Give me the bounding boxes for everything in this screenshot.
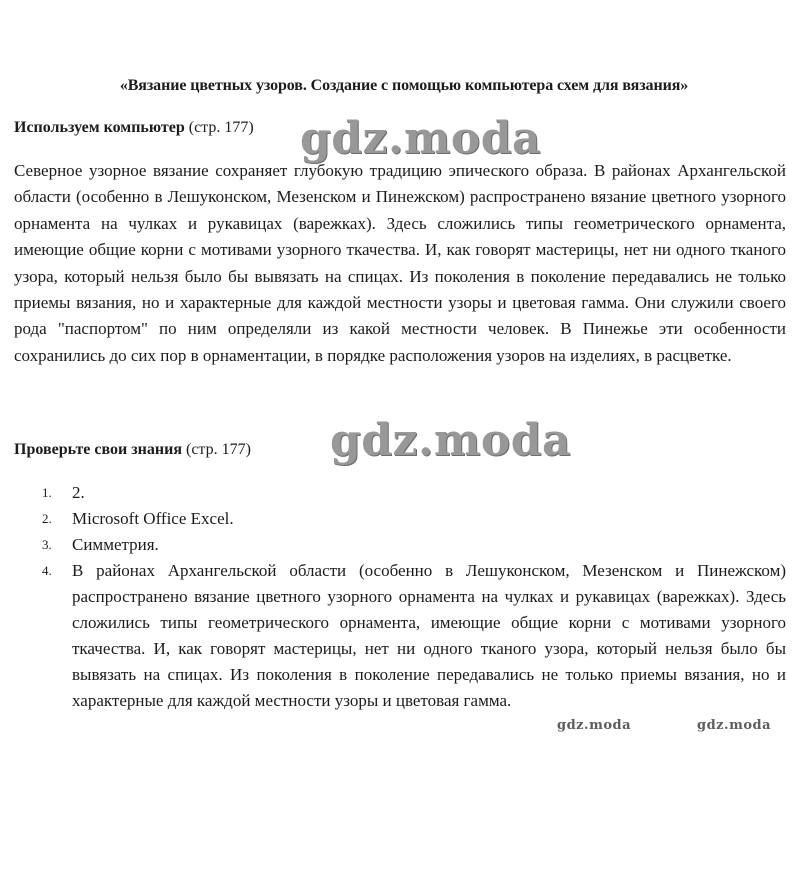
section-page-ref: (стр. 177): [188, 119, 254, 136]
document-title: «Вязание цветных узоров. Создание с помощью компьютера схем для вязания»: [119, 77, 689, 94]
list-item-text: Microsoft Office Excel.: [72, 509, 234, 528]
section-heading-label: Используем компьютер: [14, 119, 185, 136]
list-item-text: В районах Архангельской области (особенно в Лешуконском, Мезенском и Пинежском) распространено вязание цветного узорного орнамента на чулках и рукавицах (варежках). Здесь сложились типы геометрического орнамента, имеющие общие корни с мотивами узорного ткачества. И, как говорят мастерицы, нет ни одного тканого узора, который нельзя было бы вывязать на спицах. Из поколения в поколение передавались не только приемы вязания, но и характерные для каждой местности узоры и цветовая гамма.: [72, 561, 786, 710]
list-item: [14, 558, 786, 714]
list-item-text: 2.: [72, 483, 85, 502]
watermark-logo-small: gdz.moda: [697, 718, 772, 733]
section-page-ref: (стр. 177): [186, 441, 251, 458]
section-paragraph: Северное узорное вязание сохраняет глубокую традицию эпического образа. В районах Архангельской области (особенно в Лешуконском, Мезенском и Пинежском) распространено вязание цветного узорного орнамента на чулках и рукавицах (варежках). Здесь сложились типы геометрического орнамента, имеющие общие корни с мотивами узорного ткачества. И, как говорят мастерицы, нет ни одного тканого узора, который нельзя было бы вывязать на спицах. Из поколения в поколение передавались не только приемы вязания, но и характерные для каждой местности узоры и цветовая гамма. Они служили своего рода "паспортом" по ним определяли из какой местности человек. В Пинежье эти особенности сохранились до сих пор в орнаментации, в порядке расположения узоров на изделиях, в расцветке.: [14, 161, 786, 365]
list-item-number: 3.: [42, 537, 52, 552]
list-item: [14, 506, 786, 532]
watermark-logo: gdz.moda: [330, 415, 572, 466]
list-item: [14, 480, 786, 506]
list-item: [14, 532, 786, 558]
list-item-number: 1.: [42, 485, 52, 500]
watermark-logo-small: gdz.moda: [557, 718, 632, 733]
list-item-number: 2.: [42, 511, 52, 526]
list-item-text: Симметрия.: [72, 535, 159, 554]
section-heading-check-knowledge: [14, 440, 251, 460]
section-heading-use-computer: [14, 118, 254, 138]
list-item-number: 4.: [42, 563, 52, 578]
answers-list: [14, 480, 786, 714]
section-heading-label: Проверьте свои знания: [14, 441, 182, 458]
watermark-logo: gdz.moda: [300, 113, 542, 164]
